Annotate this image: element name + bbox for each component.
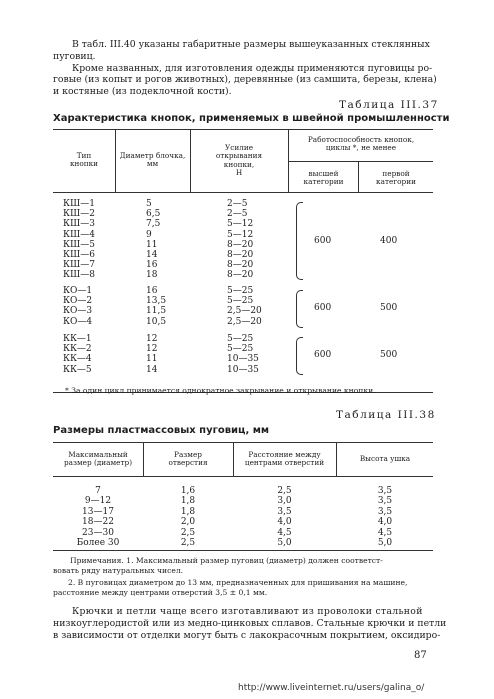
table37-divider-4 (358, 161, 359, 192)
table38-header-rule (53, 476, 433, 477)
table37-group1-brace (296, 202, 303, 280)
table38-title: Размеры пластмассовых пуговиц, мм (53, 425, 270, 436)
table38-note-1a: Примечания. 1. Максимальный размер пуговиц (диаметр) должен соответст- (70, 556, 383, 565)
table38-distance-column: 2,5 3,0 3,5 4,0 4,5 5,0 (277, 486, 292, 549)
table37-group3-forces: 5—25 5—25 10—35 10—35 (227, 334, 259, 375)
table37-group3-types: КК—1 КК—2 КК—4 КК—5 (63, 334, 92, 375)
table38-max-column: 7 9—12 13—17 18—22 23—30 Более 30 (76, 486, 120, 549)
table38-top-rule (53, 442, 433, 443)
table37-group3-brace (296, 337, 303, 375)
table38-note-2a: 2. В пуговицах диаметром до 13 мм, предназначенных для пришивания на машине, (68, 578, 408, 587)
table37-group1-types: КШ—1 КШ—2 КШ—3 КШ—4 КШ—5 КШ—6 КШ—7 КШ—8 (63, 199, 95, 281)
table37-header-type: Тип кнопки (69, 151, 99, 169)
table38-note-2b: расстояние между центрами отверстий 3,5 ± 0,1 мм. (53, 588, 268, 597)
table37-divider-3 (288, 129, 289, 192)
table37-group3-first: 500 (380, 350, 398, 360)
table37-group1-first: 400 (380, 236, 398, 246)
intro-line-5: и костяные (из подеклочной кости). (53, 86, 232, 97)
table38-note-1b: вовать ряду натуральных чисел. (53, 566, 184, 575)
footer-url: http://www.liveinternet.ru/users/galina_o/ (238, 683, 425, 693)
table37-group2-types: КО—1 КО—2 КО—3 КО—4 (63, 286, 93, 327)
table38-number: Таблица III.38 (336, 409, 436, 421)
intro-line-2: пуговиц. (53, 51, 96, 62)
table37-header-diameter: Диаметр блочка, мм (119, 151, 186, 169)
page-number: 87 (414, 650, 427, 661)
table38-bottom-rule (53, 550, 433, 551)
intro-line-1: В табл. III.40 указаны габаритные размеры вышеуказанных стеклянных (72, 39, 430, 50)
table37-header-first-category: первой категории (376, 169, 416, 187)
intro-line-3: Кроме названных, для изготовления одежды применяются пуговицы ро- (72, 63, 433, 74)
table38-divider-1 (143, 442, 144, 476)
table37-group2-top: 600 (314, 303, 332, 313)
table38-divider-2 (233, 442, 234, 476)
table37-group2-first: 500 (380, 303, 398, 313)
table37-divider-2 (190, 129, 191, 192)
table37-number: Таблица III.37 (339, 99, 439, 111)
table37-subheader-rule (288, 161, 433, 162)
table37-title: Характеристика кнопок, применяемых в швейной промышленности (53, 113, 450, 124)
table37-top-rule (53, 129, 433, 130)
table37-group3-top: 600 (314, 350, 332, 360)
table37-group2-forces: 5—25 5—25 2,5—20 2,5—20 (227, 286, 262, 327)
table37-header-durability: Работоспособность кнопок, циклы *, не менее (307, 135, 415, 153)
table38-header-distance: Расстояние между центрами отверстий (244, 450, 325, 468)
table37-group1-top: 600 (314, 236, 332, 246)
table37-group1-forces: 2—5 2—5 5—12 5—12 8—20 8—20 8—20 8—20 (227, 199, 254, 281)
intro-line-4: говые (из копыт и рогов животных), деревянные (из самшита, березы, клена) (53, 74, 437, 85)
table38-ear-column: 3,5 3,5 3,5 4,0 4,5 5,0 (377, 486, 393, 549)
closing-line-3: в зависимости от отделки могут быть с лакокрасочным покрытием, оксидиро- (53, 630, 441, 641)
table37-header-top-category: высшей категории (303, 169, 344, 187)
table38-header-max: Максимальный размер (диаметр) (63, 450, 133, 468)
table38-header-ear: Высота ушка (359, 454, 411, 463)
table37-footnote: * За один цикл принимается однократное закрывание и открывание кнопки. (65, 386, 376, 395)
table37-group2-diameters: 16 13,5 11,5 10,5 (146, 286, 167, 327)
closing-line-1: Крючки и петли чаще всего изготавливают из проволоки стальной (72, 606, 423, 617)
table37-group1-diameters: 5 6,5 7,5 9 11 14 16 18 (146, 199, 161, 281)
table38-hole-column: 1,6 1,8 1,8 2,0 2,5 2,5 (180, 486, 196, 549)
table37-header-rule (53, 192, 433, 193)
table37-group2-brace (296, 290, 303, 328)
table38-header-hole: Размер отверстия (168, 450, 208, 468)
table37-group3-diameters: 12 12 11 14 (146, 334, 158, 375)
closing-line-2: низкоуглеродистой или из медно-цинковых сплавов. Стальные крючки и петли (53, 618, 447, 629)
table38-divider-3 (336, 442, 337, 476)
table37-header-force: Усилие открывания кнопки, Н (215, 143, 263, 178)
